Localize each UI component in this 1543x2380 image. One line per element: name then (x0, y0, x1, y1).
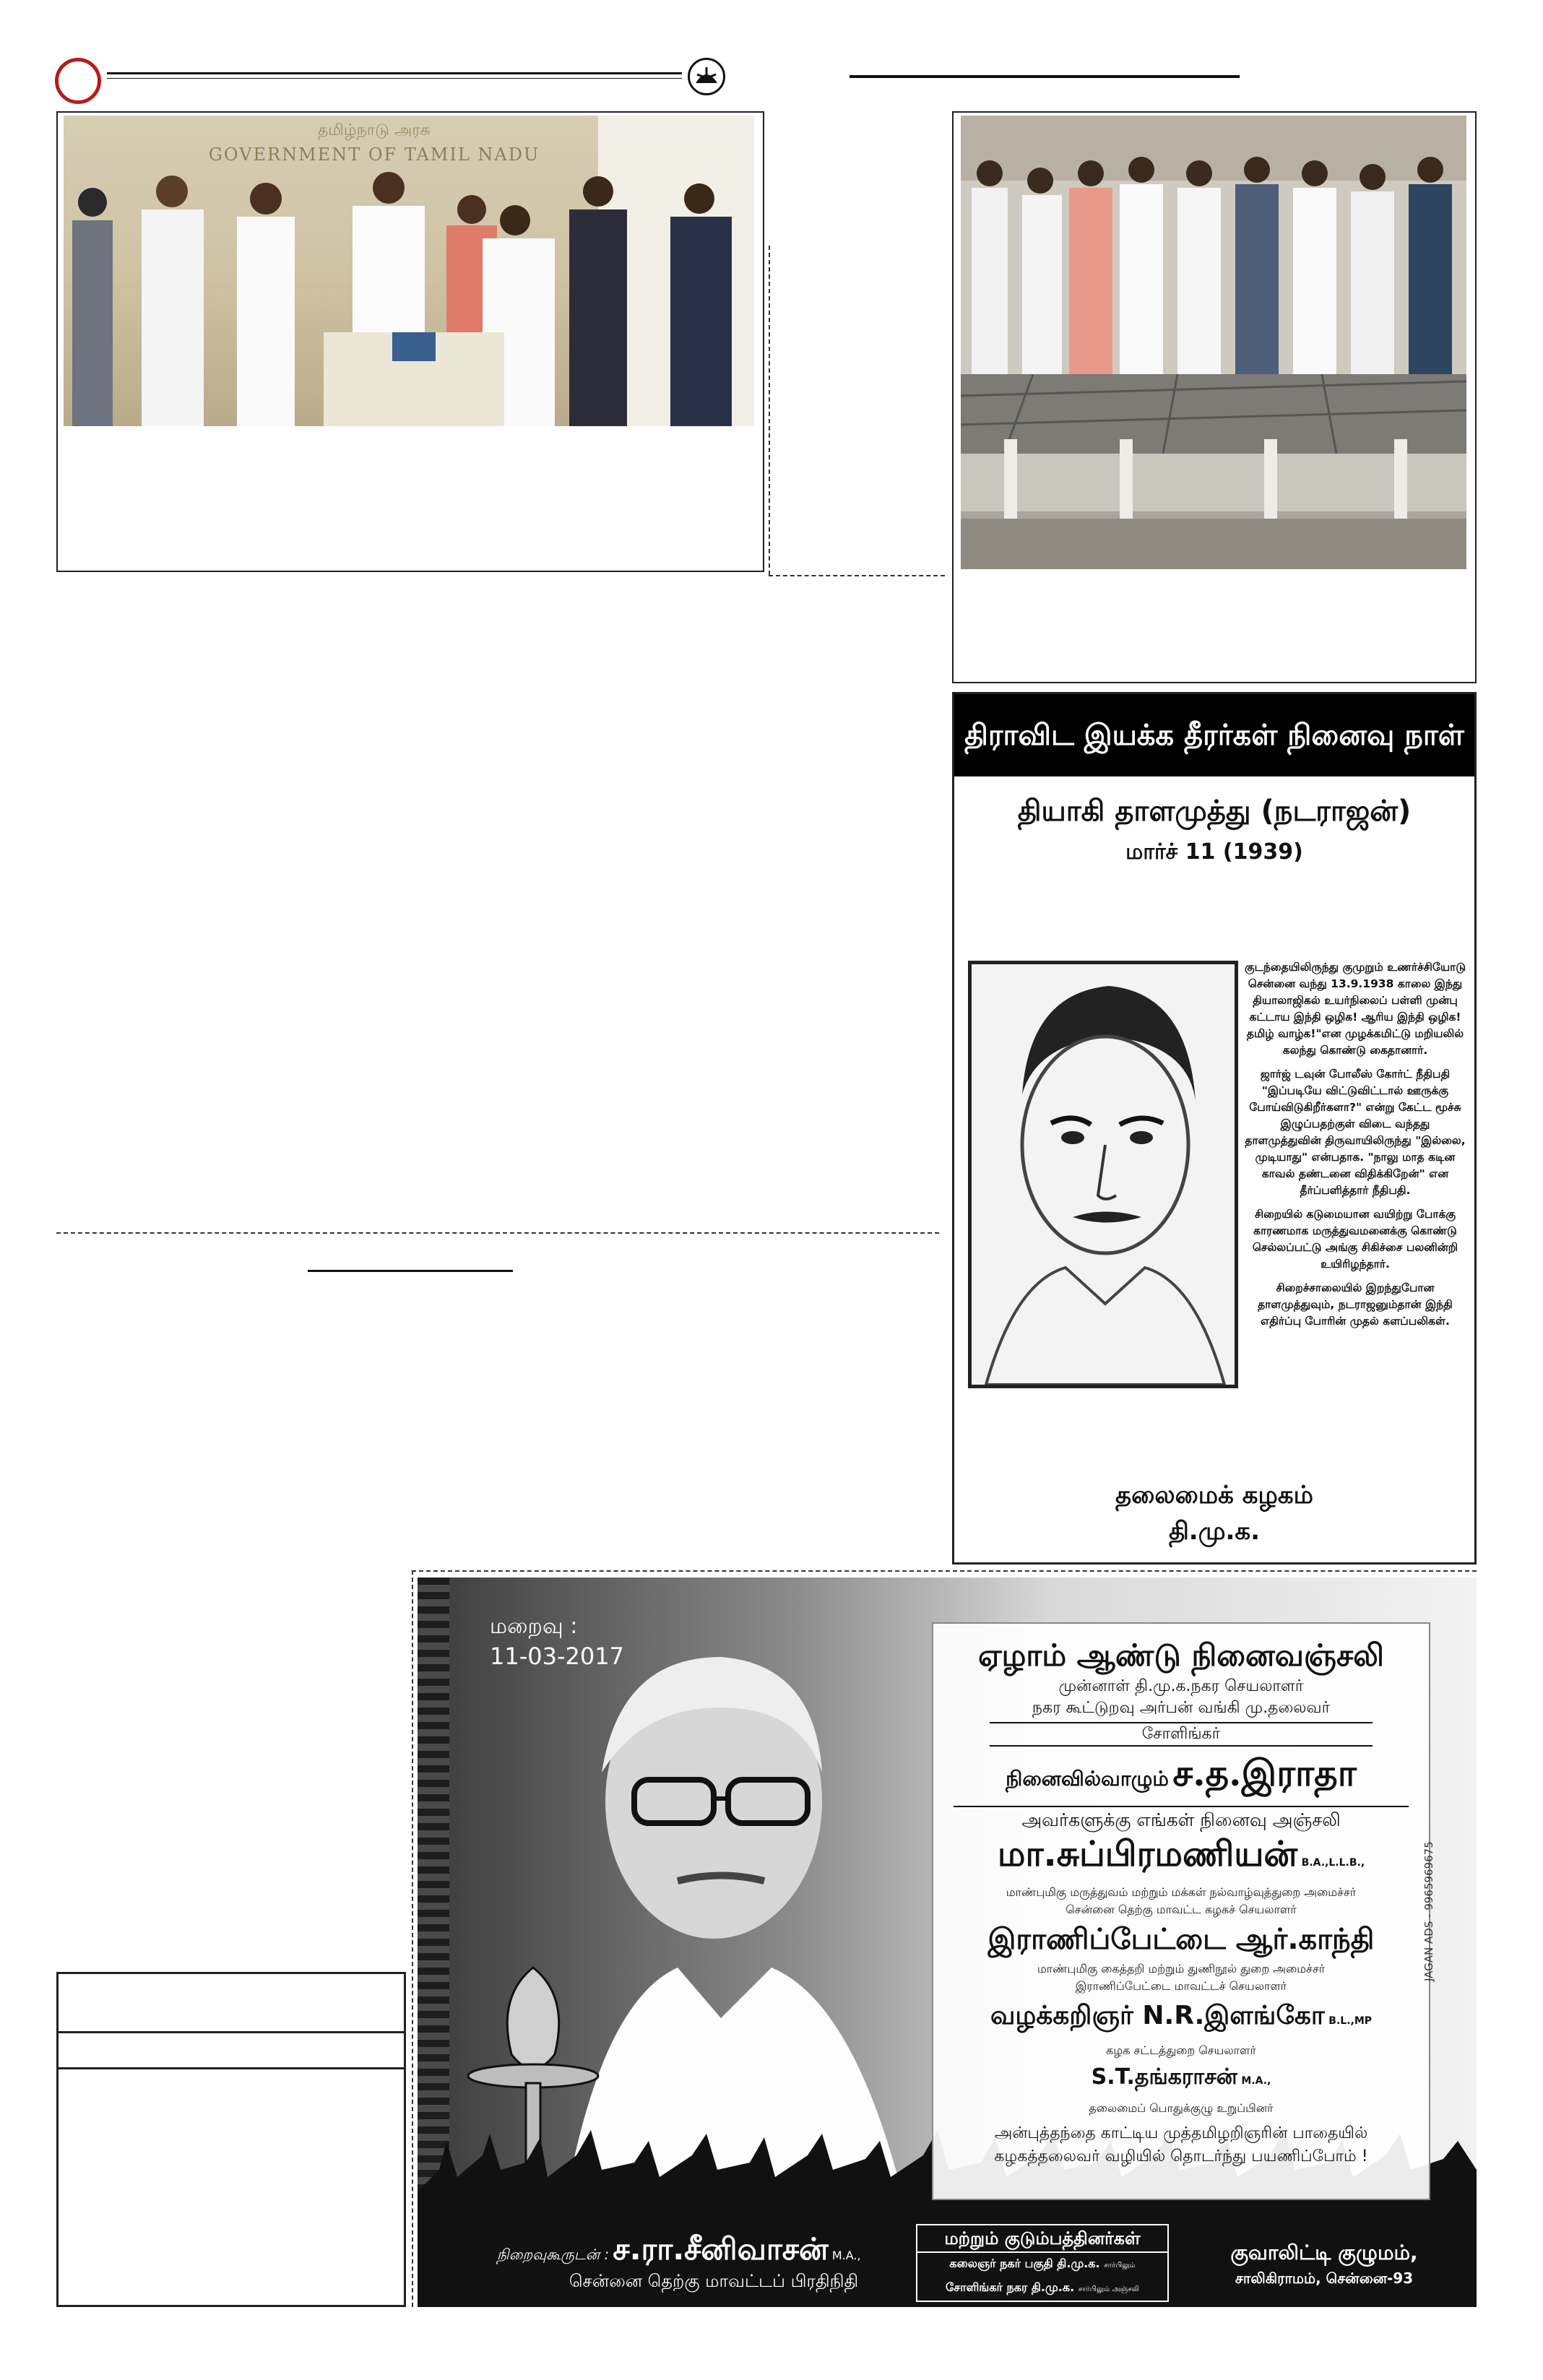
death-label: மறைவு : (490, 1614, 578, 1639)
bottom-name: ச.ரா.சீனிவாசன் (613, 2231, 829, 2267)
headline-rule-right (850, 75, 1240, 78)
p2-role-1: மாண்புமிகு கைத்தறி மற்றும் துணிநூல் துறை அமைச்சர் (1037, 1962, 1326, 1976)
p1-role-2: சென்னை தெற்கு மாவட்ட கழகச் செயலாளர் (1066, 1903, 1297, 1916)
p4-role: தலைமைப் பொதுக்குழு உறுப்பினர் (1089, 2101, 1274, 2115)
memorial-name-row (932, 1749, 1430, 1806)
tribute-date: மார்ச் 11 (1939) (1125, 839, 1303, 865)
ad-divider-h (412, 1570, 1477, 1572)
pledge-line-2: கழகத்தலைவர் வழியில் தொடர்ந்து பயணிப்போம் ! (994, 2147, 1368, 2165)
p3-degree: B.L.,MP (1328, 2015, 1373, 2027)
right-sponsor-line-2: சாலிகிராமம், சென்னை-93 (1235, 2269, 1414, 2287)
tribute-footer-org: தலைமைக் கழகம் (1115, 1481, 1313, 1510)
memorial-name: ச.த.இராதா (1172, 1752, 1357, 1794)
memorial-title: ஏழாம் ஆண்டு நினைவஞ்சலி (977, 1637, 1385, 1673)
memorial-tribute-line: அவர்களுக்கு எங்கள் நினைவு அஞ்சலி (954, 1806, 1409, 1833)
memorial-place: சோளிங்கர் (990, 1722, 1373, 1747)
bottom-degree: M.A., (831, 2249, 861, 2262)
death-date: 11-03-2017 (490, 1643, 624, 1670)
p4-row (932, 2059, 1430, 2099)
tribute-header: திராவிட இயக்க தீரர்கள் நினைவு நாள் (954, 694, 1474, 776)
family-line-2 (917, 2277, 1167, 2301)
rising-sun-icon (688, 58, 725, 95)
column-divider (769, 246, 770, 575)
p3-row (932, 1995, 1430, 2042)
bottom-sponsor (497, 2231, 902, 2271)
family-l2-small: சார்பிலும் அஞ்சலி (1078, 2285, 1139, 2293)
sidebar-box (56, 1972, 406, 2307)
sidebar-box-rule (56, 2067, 406, 2069)
ad-code: JAGAN ADS - 9965969675 (1422, 1841, 1435, 1981)
ceremony-people-illustration (64, 116, 754, 426)
memorial-line-2: நகர கூட்டுறவு அர்பன் வங்கி மு.தலைவர் (1032, 1699, 1331, 1717)
p2-role-2: இராணிப்பேட்டை மாவட்டச் செயலாளர் (1075, 1979, 1287, 1993)
tribute-name: தியாகி தாளமுத்து (நடராஜன்) (1017, 795, 1412, 828)
tribute-bio-paragraph: சிறையில் கடுமையான வயிற்று போக்கு காரணமாக மருத்துவமனைக்கு கொண்டு செல்லப்பட்டு அங்கு சிகிச்சை பலனின்றி உயிரிழந்தார். (1252, 1208, 1458, 1271)
memorial-ad (418, 1578, 1477, 2307)
p3-role: கழக சட்டத்துறை செயலாளர் (1106, 2043, 1256, 2057)
masthead-rule-thin (107, 78, 682, 79)
family-box (916, 2224, 1169, 2302)
tribute-footer-party: தி.மு.க. (1168, 1517, 1261, 1546)
p1-row (932, 1833, 1430, 1884)
column-divider-h (769, 575, 945, 576)
bottom-prefix: நிறைவுகூருடன் : (497, 2246, 610, 2263)
family-line-1 (917, 2253, 1167, 2277)
story-divider (56, 1232, 939, 1234)
memorial-line-1: முன்னாள் தி.மு.க.நகர செயலாளர் (1058, 1677, 1304, 1695)
memorial-name-prefix: நினைவில்வாழும் (1006, 1767, 1169, 1791)
p1-name: மா.சுப்பிரமணியன் (997, 1834, 1298, 1874)
family-l1-small: சார்பிலும் (1104, 2262, 1136, 2269)
p1-degree: B.A.,L.L.B., (1301, 1857, 1365, 1869)
hall-illustration (961, 374, 1466, 569)
empty-hall-photo (961, 374, 1466, 569)
tribute-bio-paragraph: குடந்தையிலிருந்து குமுறும் உணர்ச்சியோடு சென்னை வந்து 13.9.1938 காலை இந்து தியாலாஜிகல் உயர்நிலைப் பள்ளி முன்பு கட்டாய இந்தி ஒழிக! ஆரிய இந்தி ஒழிக! தமிழ் வாழ்க!"என முழக்கமிட்டு மறியலில் கலந்து கொண்டு கைதானார். (1244, 961, 1466, 1057)
headline-rule-small (308, 1270, 513, 1272)
tribute-bio-paragraph: சிறைச்சாலையில் இறந்துபோன தாளமுத்துவும், நடராஜனும்தான் இந்தி எதிர்ப்பு போரின் முதல் களப்பலிகள். (1258, 1281, 1453, 1328)
group-photo (961, 116, 1466, 374)
memorial-text (932, 1635, 1430, 2168)
tribute-bio-paragraph: ஜார்ஜ் டவுன் போலீஸ் கோர்ட் நீதிபதி "இப்படியே விட்டுவிட்டால் ஊருக்கு போய்விடுகிறீர்களா?" என்று கேட்ட மூச்சு இழுப்பதற்குள் விடை வந்தது தாளமுத்துவின் திருவாயிலிருந்து "இல்லை, முடியாது" என்பதாக. "நாலு மாத கடின காவல் தண்டனை விதிக்கிறேன்" என தீர்ப்பளித்தார் நீதிபதி. (1245, 1068, 1466, 1197)
p1-role-1: மாண்புமிகு மருத்துவம் மற்றும் மக்கள் நல்வாழ்வுத்துறை அமைச்சர் (1006, 1885, 1357, 1899)
masthead-rule (107, 72, 682, 74)
bottom-role: சென்னை தெற்கு மாவட்டப் பிரதிநிதி (569, 2271, 859, 2291)
pledge-line-1: அன்புத்தந்தை காட்டிய முத்தமிழறிஞரின் பாதையில் (994, 2124, 1368, 2142)
right-sponsor-line-1: குவாலிட்டி குழுமம், (1230, 2241, 1418, 2264)
p4-name: S.T.தங்கராசன் (1091, 2064, 1237, 2090)
sign-line-2: GOVERNMENT OF TAMIL NADU (208, 144, 540, 165)
p4-degree: M.A., (1241, 2075, 1271, 2087)
tribute-bio (1242, 959, 1468, 1330)
tribute-portrait (968, 961, 1238, 1388)
p2-name: இராணிப்பேட்டை ஆர்.காந்தி (987, 1923, 1375, 1956)
ad-divider (412, 1570, 413, 2307)
p3-name: வழக்கறிஞர் N.R.இளங்கோ (990, 2001, 1325, 2030)
family-l1-text: கலைஞர் நகர் பகுதி தி.மு.க. (949, 2256, 1100, 2270)
group-people-illustration (961, 116, 1466, 374)
sign-line-1: தமிழ்நாடு அரசு (317, 121, 431, 139)
portrait-sketch (972, 964, 1235, 1385)
masthead-circle-logo (55, 58, 101, 104)
right-sponsor (1183, 2238, 1465, 2289)
sidebar-box-rule (56, 2031, 406, 2033)
family-l2-text: சோளிங்கர் நகர தி.மு.க. (946, 2280, 1075, 2294)
ceremony-photo (64, 116, 754, 426)
family-title: மற்றும் குடும்பத்தினர்கள் (917, 2225, 1167, 2253)
